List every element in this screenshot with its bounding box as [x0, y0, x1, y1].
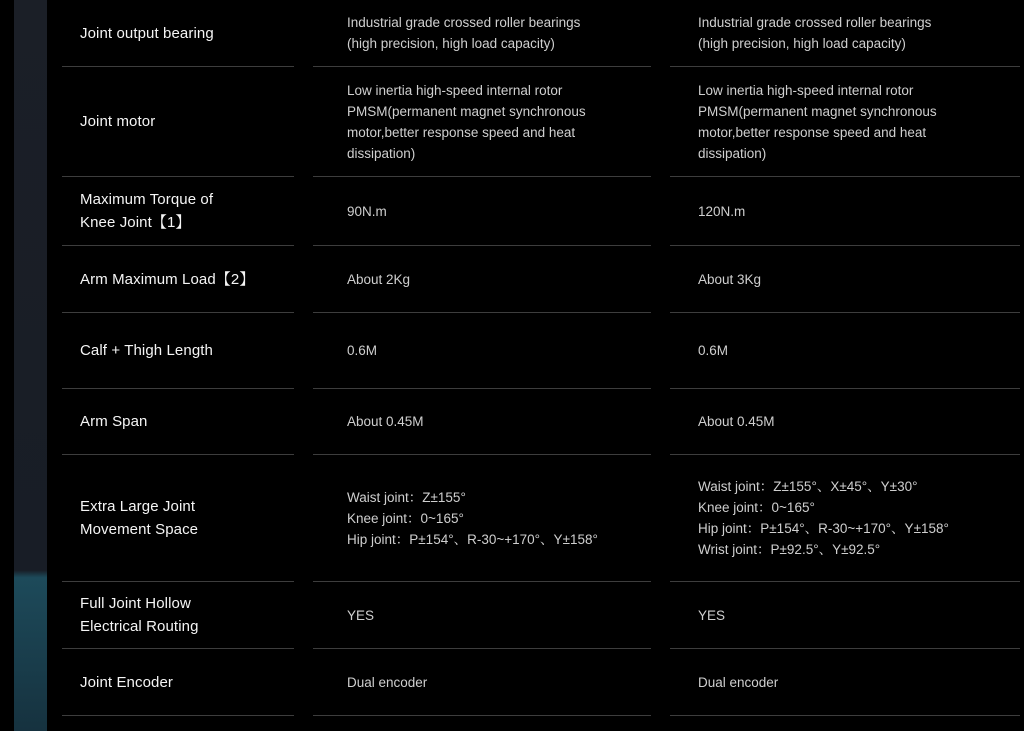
value-text: About 2Kg [347, 271, 411, 287]
table-row-joint-encoder [62, 649, 1020, 716]
value-text: Waist joint：Z±155°、X±45°、Y±30° Knee joint：0~165° Hip joint：P±154°、R-30~+170°、Y±158° Wrist joint：P±92.5°、Y±92.5° [698, 479, 949, 557]
row-label-text: Arm Span [80, 413, 148, 430]
value-text: Low inertia high-speed internal rotor PMSM(permanent magnet synchronous motor,better response speed and heat dissipation) [347, 82, 586, 161]
row-label [62, 649, 294, 716]
value-text: 0.6M [347, 343, 378, 358]
value-text: 90N.m [347, 203, 387, 219]
row-label-text: Extra Large Joint Movement Space [80, 498, 199, 538]
value-text: Waist joint：Z±155° Knee joint：0~165° Hip joint：P±154°、R-30~+170°、Y±158° [347, 489, 598, 547]
table-row-hollow-routing [62, 582, 1020, 649]
row-label-text: Joint output bearing [80, 24, 214, 42]
value-cell-model-2 [670, 0, 1020, 67]
row-label-text: Calf + Thigh Length [80, 342, 213, 359]
row-label-text: Arm Maximum Load【2】 [80, 270, 255, 288]
row-label [62, 389, 294, 455]
value-cell-model-2 [670, 67, 1020, 177]
value-cell-model-1 [313, 246, 651, 313]
table-row-arm-max-load [62, 246, 1020, 313]
value-cell-model-1 [313, 0, 651, 67]
row-label [62, 246, 294, 313]
value-cell-model-1 [313, 649, 651, 716]
value-text: Low inertia high-speed internal rotor PMSM(permanent magnet synchronous motor,better response speed and heat dissipation) [698, 82, 937, 161]
table-row-joint-movement-space [62, 455, 1020, 582]
row-label-text: Full Joint Hollow Electrical Routing [80, 595, 199, 635]
table-row-joint-output-bearing [62, 0, 1020, 67]
row-label [62, 582, 294, 649]
value-cell-model-2 [670, 313, 1020, 389]
value-cell-model-2 [670, 389, 1020, 455]
value-cell-model-2 [670, 582, 1020, 649]
value-cell-model-2 [670, 177, 1020, 246]
row-label-text: Maximum Torque of Knee Joint【1】 [80, 191, 214, 231]
value-text: Industrial grade crossed roller bearings (high precision, high load capacity) [347, 15, 581, 51]
value-cell-model-1 [313, 313, 651, 389]
value-text: Industrial grade crossed roller bearings (high precision, high load capacity) [698, 15, 932, 51]
side-rail [14, 0, 47, 731]
value-text: YES [698, 607, 726, 623]
value-cell-model-2 [670, 455, 1020, 582]
value-text: About 0.45M [347, 414, 424, 429]
value-text: 120N.m [698, 203, 746, 219]
value-cell-model-1 [313, 177, 651, 246]
row-label [62, 0, 294, 67]
value-cell-model-1 [313, 455, 651, 582]
value-cell-model-1 [313, 67, 651, 177]
table-row-calf-thigh-length [62, 313, 1020, 389]
value-text: About 0.45M [698, 414, 775, 429]
spec-table [62, 0, 1020, 716]
value-cell-model-1 [313, 582, 651, 649]
value-cell-model-1 [313, 389, 651, 455]
value-text: YES [347, 607, 375, 623]
row-label [62, 455, 294, 582]
value-text: About 3Kg [698, 271, 762, 287]
row-label-text: Joint Encoder [80, 673, 174, 691]
table-row-knee-torque [62, 177, 1020, 246]
value-cell-model-2 [670, 246, 1020, 313]
value-text: Dual encoder [347, 674, 428, 690]
row-label [62, 313, 294, 389]
value-cell-model-2 [670, 649, 1020, 716]
table-row-arm-span [62, 389, 1020, 455]
value-text: 0.6M [698, 343, 729, 358]
row-label [62, 67, 294, 177]
value-text: Dual encoder [698, 674, 779, 690]
table-row-joint-motor [62, 67, 1020, 177]
row-label-text: Joint motor [80, 113, 156, 130]
row-label [62, 177, 294, 246]
